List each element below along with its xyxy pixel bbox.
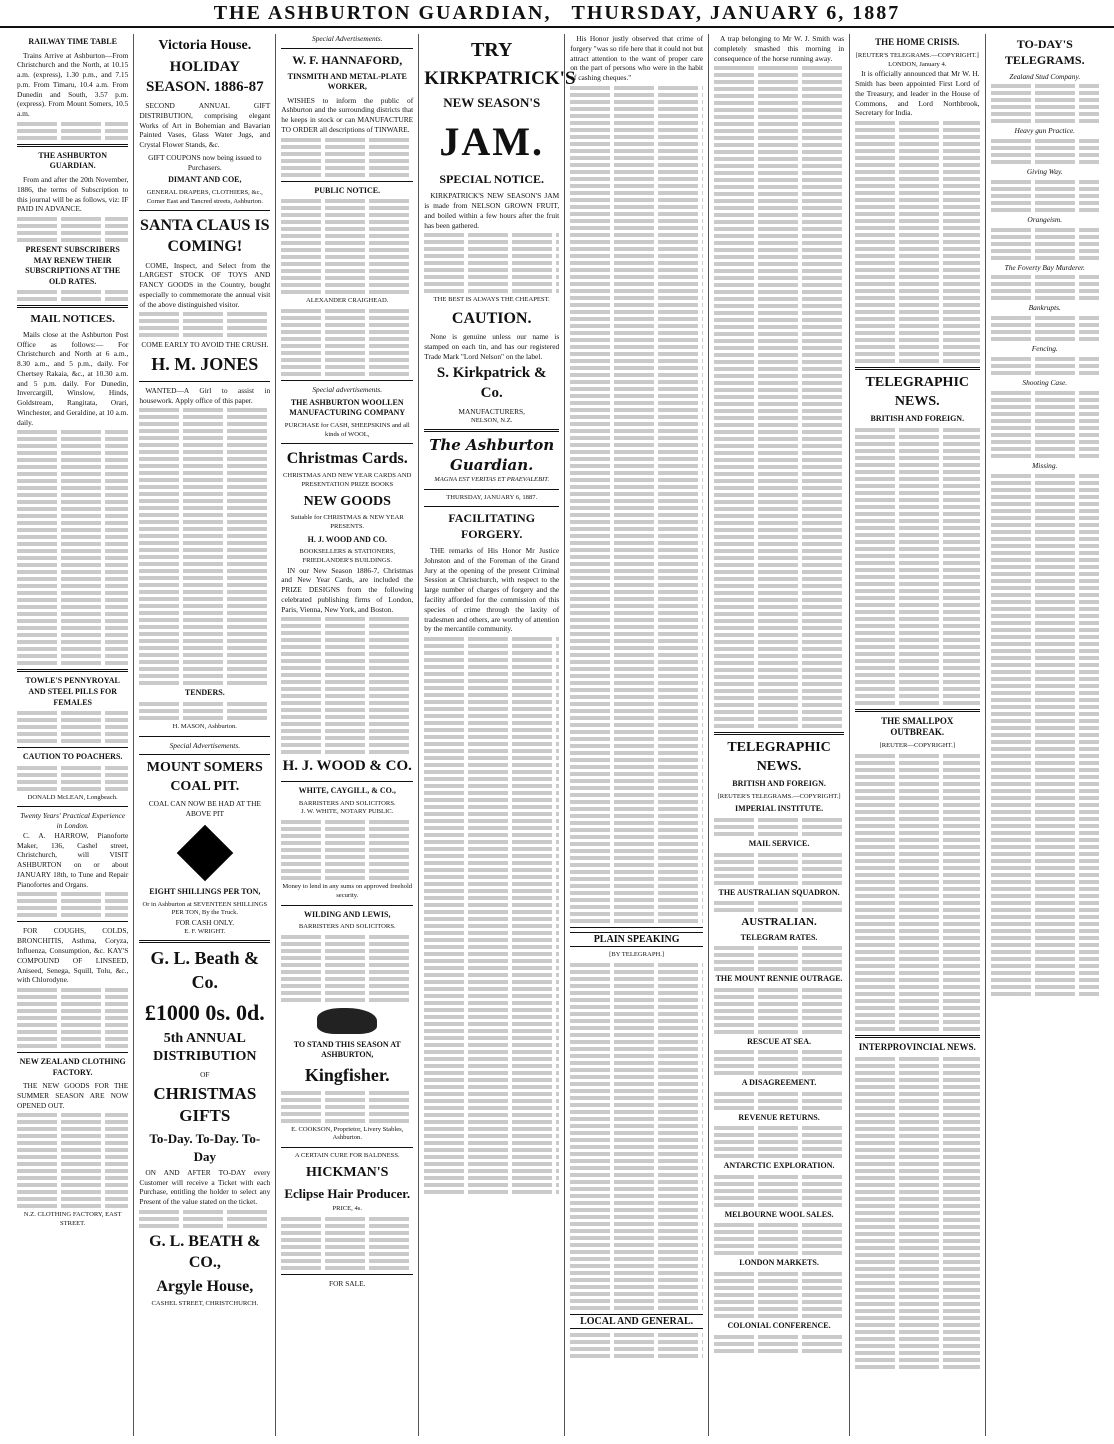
motto: MAGNA EST VERITAS ET PRAEVALEBIT. <box>434 476 550 484</box>
antarctic: ANTARCTIC EXPLORATION. <box>723 1161 835 1171</box>
eight-shillings: EIGHT SHILLINGS PER TON, <box>149 886 261 896</box>
best-cheapest: THE BEST IS ALWAYS THE CHEAPEST. <box>433 296 550 304</box>
experience-line: Twenty Years' Practical Experience in London. <box>20 811 126 831</box>
special-notice: SPECIAL NOTICE. <box>439 172 545 187</box>
column-8 <box>986 34 1105 1436</box>
column-6 <box>709 34 850 1436</box>
xmas-cards-sub: CHRISTMAS AND NEW YEAR CARDS AND PRESENTATION PRIZE BOOKS <box>283 472 412 489</box>
rail-title: RAILWAY TIME TABLE <box>28 37 117 46</box>
manufacturers: MANUFACTURERS, <box>458 407 525 417</box>
white-caygill: WHITE, CAYGILL, & CO., <box>298 786 396 796</box>
hannaford-trade: TINSMITH AND METAL-PLATE WORKER, <box>287 71 407 92</box>
column-2 <box>134 34 276 1436</box>
tele-src-6: [REUTER'S TELEGRAMS.—COPYRIGHT.] <box>717 792 841 800</box>
tele-sub-7: BRITISH AND FOREIGN. <box>870 414 965 424</box>
fifth-annual: 5th ANNUAL DISTRIBUTION <box>153 1030 257 1065</box>
christmas-gifts: CHRISTMAS GIFTS <box>153 1083 257 1126</box>
smallpox-src: [REUTER—COPYRIGHT.] <box>879 742 956 750</box>
beath-name: G. L. Beath & Co. <box>150 948 260 993</box>
todays-telegrams: TO-DAY'S TELEGRAMS. <box>1004 37 1085 67</box>
plain-speaking-src: [BY TELEGRAPH.] <box>609 951 665 959</box>
to-stand: TO STAND THIS SEASON AT ASHBURTON, <box>293 1039 401 1060</box>
kays-ad: FOR COUGHS, COLDS, BRONCHITIS, Asthma, Coryza, Influenza, Consumption, &c. KAY'S COMPOUND OF LINSEED, Aniseed, Senega, Squill, Tolu, &c., with Chlorodyne. <box>17 926 129 985</box>
pills-title: TOWLE'S PENNYROYAL AND STEEL PILLS FOR FEMALES <box>25 676 120 707</box>
coal-pit-title: MOUNT SOMERS COAL PIT. <box>146 760 263 794</box>
missing: Missing. <box>1032 460 1058 470</box>
column-3 <box>276 34 419 1436</box>
holiday-season: HOLIDAY SEASON. 1886-87 <box>146 59 264 96</box>
special-ads-3b: Special advertisements. <box>312 385 383 394</box>
paper-date: THURSDAY, JANUARY 6, 1887 <box>571 1 901 24</box>
of-text: OF <box>200 1069 210 1079</box>
avoid-crush: COME EARLY TO AVOID THE CRUSH. <box>141 340 269 350</box>
murderer: The Foverty Bay Murderer. <box>1004 262 1085 272</box>
horse-illustration-icon <box>317 1008 377 1034</box>
clothing-title: NEW ZEALAND CLOTHING FACTORY. <box>19 1057 126 1077</box>
wilding-lewis: WILDING AND LEWIS, <box>304 909 391 919</box>
price-4s: PRICE, 4s. <box>332 1205 362 1213</box>
craighead-sig: ALEXANDER CRAIGHEAD. <box>306 297 389 305</box>
home-crisis: THE HOME CRISIS. <box>875 37 960 47</box>
home-crisis-src: [REUTER'S TELEGRAMS.—COPYRIGHT.] <box>855 51 979 59</box>
xmas-cards: Christmas Cards. <box>286 450 408 468</box>
tele-news-7: TELEGRAPHIC NEWS. <box>865 375 970 409</box>
wilding-sub: BARRISTERS AND SOLICITORS. <box>298 923 396 931</box>
guardian-title: THE ASHBURTON GUARDIAN. <box>38 150 108 171</box>
poachers-signature: DONALD McLEAN, Longbeach. <box>27 793 118 801</box>
special-ads-2: Special Advertisements. <box>169 740 241 750</box>
santa-text: COME, Inspect, and Select from the LARGEST STOCK OF TOYS AND FANCY GOODS in the Country, bought especially to commemorate the annual visit of the above distinguished visitor. <box>139 260 271 309</box>
dimant-address: GENERAL DRAPERS, CLOTHIERS, &c., Corner East and Tancred streets, Ashburton. <box>146 188 263 205</box>
suitable-for: Suitable for CHRISTMAS & NEW YEAR PRESENTS. <box>290 514 404 530</box>
paper-name: THE ASHBURTON GUARDIAN, <box>213 1 552 24</box>
hickmans: HICKMAN'S <box>306 1164 389 1180</box>
giving-way: Giving Way. <box>1026 167 1063 177</box>
jam-text: JAM. <box>439 118 545 164</box>
today-line: To-Day. To-Day. To-Day <box>149 1131 261 1164</box>
disagreement: A DISAGREEMENT. <box>741 1078 817 1088</box>
editorial-text: THE remarks of His Honor Mr Justice Johnston and of the Foreman of the Grand Jury at the opening of the present Criminal Session at Christchurch, with respect to the large number of charges of forgery and the facility afforded for the commission of this species of crime through the laxity of tradesmen and others, are worthy of attention by the mercantile community. <box>424 546 560 634</box>
victoria-house: Victoria House. <box>158 38 252 53</box>
tenders-signature: H. MASON, Ashburton. <box>172 723 237 731</box>
after-today: ON AND AFTER TO-DAY every Customer will receive a Ticket with each Purchase, entitling the holder to select any Present of the value stated on the ticket. <box>139 1167 271 1207</box>
hannaford-text: WISHES to inform the public of Ashburton and the surrounding districts that he keeps in stock or can MANUFACTURE TO ORDER all descriptions of TINWARE. <box>281 95 414 134</box>
editorial-title: FACILITATING FORGERY. <box>448 511 536 542</box>
editorial-date: THURSDAY, JANUARY 6, 1887. <box>446 493 538 501</box>
seventeen-shillings: Or in Ashburton at SEVENTEEN SHILLINGS PER TON, By the Truck. <box>142 900 268 917</box>
special-ads-3: Special Advertisements. <box>312 34 383 43</box>
santa-claus: SANTA CLAUS IS COMING! <box>140 217 270 256</box>
woollen-company: THE ASHBURTON WOOLLEN MANUFACTURING COMPANY <box>289 397 406 418</box>
australian-squadron: THE AUSTRALIAN SQUADRON. <box>718 887 840 897</box>
cashel-street: CASHEL STREET, CHRISTCHURCH. <box>151 1300 259 1308</box>
trap-item: A trap belonging to Mr W. J. Smith was completely smashed this morning in consequence of the horse running away. <box>714 34 845 63</box>
argyle-house: Argyle House, <box>156 1278 254 1296</box>
public-notice: PUBLIC NOTICE. <box>314 185 381 195</box>
colonial-conference: COLONIAL CONFERENCE. <box>727 1321 831 1331</box>
newspaper-columns <box>12 34 1104 1436</box>
mail-title: MAIL NOTICES. <box>30 313 115 326</box>
cash-only: FOR CASH ONLY. <box>175 917 235 927</box>
new-goods: NEW GOODS <box>303 493 391 509</box>
masthead <box>0 0 1114 28</box>
dimant-name: DIMANT AND COE, <box>168 175 242 185</box>
rail-text: Trains Arrive at Ashburton—From Christchurch and the North, at 10.15 a.m. (express), 1.30 p.m., and 7.15 p.m. From Timaru, 10.4 a.m. From Dunedin and South, 3.57 p.m. (express). From Mount Somers, 10.5 a.m. <box>17 50 129 119</box>
wool-sales: MELBOURNE WOOL SALES. <box>724 1209 834 1219</box>
heavy-gun: Heavy gun Practice. <box>1014 126 1076 136</box>
woollen-purchase: PURCHASE for CASH, SHEEPSKINS and all kinds of WOOL, <box>284 421 410 438</box>
guardian-masthead-inner: The Ashburton Guardian. <box>429 436 555 475</box>
imperial-institute: IMPERIAL INSTITUTE. <box>735 804 824 814</box>
interprovincial: INTERPROVINCIAL NEWS. <box>858 1042 976 1053</box>
zealand-stud: Zealand Stud Company. <box>1009 71 1081 81</box>
london-markets: LONDON MARKETS. <box>739 1258 819 1268</box>
caution-text: None is genuine unless our name is stamped on each tin, and has our registered Trade Mark "Lord Nelson" on the label. <box>424 332 560 361</box>
column-4 <box>419 34 576 1436</box>
white-notary: J. W. WHITE, NOTARY PUBLIC. <box>301 808 394 816</box>
mail-service: MAIL SERVICE. <box>748 839 810 849</box>
harrow-ad: C. A. HARROW, Pianoforte Maker, 136, Cashel street, Christchurch, will VISIT ASHBURTON on or about JANUARY 18th, to Tune and Repair Pianofortes and Organs. <box>17 830 129 889</box>
tele-news-6: TELEGRAPHIC NEWS. <box>727 740 831 774</box>
hannaford-name: W. F. HANNAFORD, <box>292 52 403 67</box>
editorial-continued: His Honor justly observed that crime of forgery "was so rife here that it could not but attract attention to the want of proper care on the part of persons who were in the habit of cashing cheques." <box>570 34 704 83</box>
clothing-sub: THE NEW GOODS FOR THE SUMMER SEASON ARE NOW OPENED OUT. <box>17 1081 129 1110</box>
special-notice-text: KIRKPATRICK'S NEW SEASON'S JAM is made from NELSON GROWN FRUIT, and boiled within a few hours after the fruit has been gathered. <box>424 191 560 230</box>
smallpox: THE SMALLPOX OUTBREAK. <box>881 715 954 738</box>
baldness-cure: A CERTAIN CURE FOR BALDNESS. <box>294 1152 400 1160</box>
revenue-returns: REVENUE RETURNS. <box>738 1112 820 1122</box>
shooting-case: Shooting Case. <box>1022 378 1068 388</box>
wood-sub: BOOKSELLERS & STATIONERS, FRIEDLANDER'S BUILDINGS. <box>299 548 396 564</box>
rescue-at-sea: RESCUE AT SEA. <box>747 1036 812 1046</box>
beath-pound: £1000 0s. 0d. <box>144 999 265 1025</box>
wright-sig: E. F. WRIGHT. <box>184 927 226 935</box>
orangeism: Orangeism. <box>1027 214 1063 224</box>
caution: CAUTION. <box>451 310 532 328</box>
for-sale: FOR SALE. <box>328 1279 366 1289</box>
fencing: Fencing. <box>1031 344 1058 354</box>
subscribers-notice: PRESENT SUBSCRIBERS MAY RENEW THEIR SUBSCRIPTIONS AT THE OLD RATES. <box>25 245 121 286</box>
column-1 <box>12 34 134 1436</box>
white-sub: BARRISTERS AND SOLICITORS. <box>298 799 396 807</box>
home-crisis-date: LONDON, January 4. <box>888 60 947 68</box>
wood-text: IN our New Season 1886-7, Christmas and New Year Cards, are included the PRIZE DESIGNS from the following celebrated publishing firms of London, Paris, Vienna, New York, and Boston. <box>281 565 414 614</box>
wood-name-2: H. J. WOOD & CO. <box>282 758 412 775</box>
column-7 <box>850 34 985 1436</box>
new-seasons: NEW SEASON'S <box>443 95 541 111</box>
plain-speaking: PLAIN SPEAKING <box>570 932 703 947</box>
australian: AUSTRALIAN. <box>741 916 817 929</box>
jones-name: H. M. JONES <box>151 354 259 375</box>
beath-co: G. L. BEATH & CO., <box>149 1232 261 1271</box>
wood-name: H. J. WOOD AND CO. <box>307 534 387 544</box>
mount-rennie: THE MOUNT RENNIE OUTRAGE. <box>715 974 843 984</box>
coal-pit-sub: COAL CAN NOW BE HAD AT THE ABOVE PIT <box>148 799 261 819</box>
kingfisher: Kingfisher. <box>304 1064 390 1085</box>
bankrupts: Bankrupts. <box>1028 303 1061 313</box>
nelson-nz: NELSON, N.Z. <box>471 416 513 424</box>
poachers-title: CAUTION TO POACHERS. <box>22 752 123 762</box>
column-5 <box>565 34 709 1436</box>
tenders-title: TENDERS. <box>184 688 225 698</box>
kirkpatricks: KIRKPATRICK'S <box>424 68 576 90</box>
tele-sub-6: BRITISH AND FOREIGN. <box>732 779 826 789</box>
mail-text: Mails close at the Ashburton Post Office as follows:— For Christchurch and North at 6 a.m., 8.30 a.m., and 5 p.m., daily. For Chertsey Rakaia, &c., at 10.30 a.m. and 5 p.m. daily. For Dunedin, Invercargill, Winslow, Hinds, Goldstream, Rangitata, Orari, Winchester, and Geraldine, at 10 a.m. daily. <box>17 329 129 427</box>
local-general: LOCAL AND GENERAL. <box>570 1314 703 1329</box>
home-crisis-text: It is officially announced that Mr W. H. Smith has been appointed First Lord of the Treasury, and leader in the House of Commons, and Lord Northbrook, Secretary for India. <box>855 69 980 118</box>
second-distribution: SECOND ANNUAL GIFT DISTRIBUTION, comprising elegant Works of Art in Bohemian and Bavarian Painted Vases, Glass Water Jugs, and Crystal Flower Stands, &c. <box>139 101 271 150</box>
wanted-girl: WANTED—A Girl to assist in housework. Apply office of this paper. <box>139 385 271 405</box>
eclipse-producer: Eclipse Hair Producer. <box>284 1186 411 1202</box>
coal-diamond-icon <box>177 825 234 882</box>
try-text: TRY <box>470 39 513 61</box>
gift-coupons: GIFT COUPONS now being issued to Purchasers. <box>148 152 262 172</box>
telegram-rates: TELEGRAM RATES. <box>740 932 818 942</box>
guardian-text: From and after the 20th November, 1886, the terms of Subscription to this journal will be as follows, viz: IF PAID IN ADVANCE. <box>17 175 129 214</box>
money-lend: Money to lend in any sums on approved freehold security. <box>282 883 413 899</box>
cookson-sig: E. COOKSON, Proprietor, Livery Stables, Ashburton. <box>291 1125 404 1142</box>
firm-name: S. Kirkpatrick & Co. <box>436 365 547 402</box>
clothing-footer: N.Z. CLOTHING FACTORY, EAST STREET. <box>23 1211 122 1228</box>
